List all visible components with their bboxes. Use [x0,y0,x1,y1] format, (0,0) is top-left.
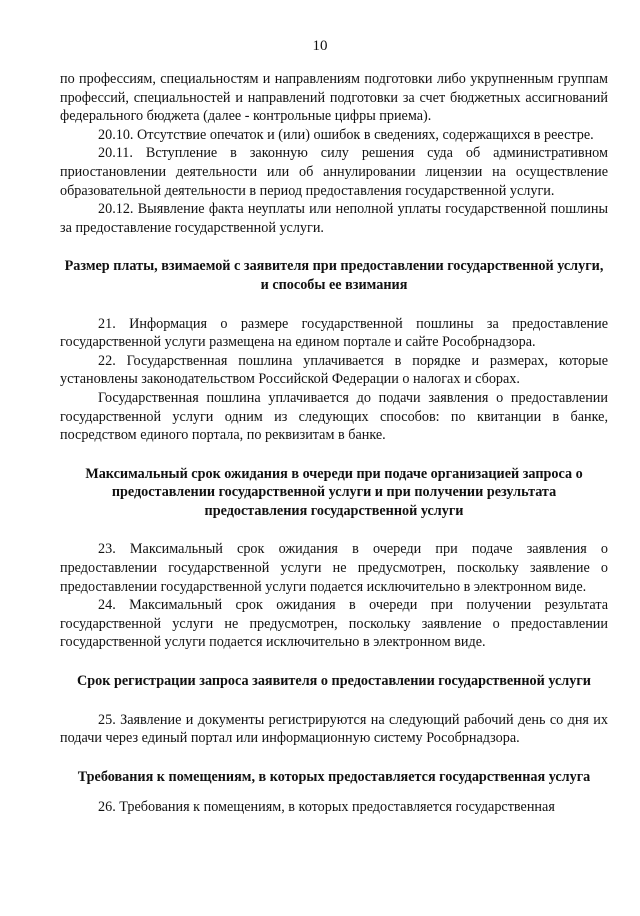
section-heading: Размер платы, взимаемой с заявителя при предоставлении государственной услуги, и способы ее взимания [64,258,604,293]
paragraph: 20.12. Выявление факта неуплаты или неполной уплаты государственной пошлины за предоставление государственной услуги. [60,201,608,236]
spacer [60,237,608,257]
paragraph: 22. Государственная пошлина уплачивается в порядке и размерах, которые установлены законодательством Российской Федерации о налогах и сборах. [60,352,608,388]
paragraph: 25. Заявление и документы регистрируются на следующий рабочий день со дня их подачи через единый портал или информационную систему Рособрнадзора. [60,711,608,747]
paragraph: 21. Информация о размере государственной пошлины за предоставление государственной услуги размещена на едином портале и сайте Рособрнадзора. [60,315,608,351]
spacer [60,748,608,768]
page-number: 10 [312,38,328,54]
section-heading: Срок регистрации запроса заявителя о предоставлении государственной услуги [77,673,591,690]
paragraph: 23. Максимальный срок ожидания в очереди при подаче заявления о предоставлении государственной услуги не предусмотрен, поскольку заявление о предоставлении государственной услуги подается исключительно в электронном виде. [60,541,608,595]
spacer [60,691,608,711]
document-body [60,70,608,817]
spacer [60,652,608,672]
paragraph: Государственная пошлина уплачивается до подачи заявления о предоставлении государственной услуги одним из следующих способов: по квитанции в банке, посредством единого портала, по реквизитам в банке. [60,389,608,444]
section-heading: Требования к помещениям, в которых предоставляется государственная услуга [77,768,591,785]
spacer [60,445,608,465]
paragraph: 26. Требования к помещениям, в которых предоставляется государственная [98,799,555,816]
paragraph: 20.10. Отсутствие опечаток и (или) ошибок в сведениях, содержащихся в реестре. [98,126,594,143]
paragraph: 24. Максимальный срок ожидания в очереди при получении результата государственной услуги не предусмотрен, поскольку заявление о предоставлении государственной услуги подается исключительно в электронном виде. [60,597,608,651]
section-heading: Максимальный срок ожидания в очереди при подаче организацией запроса о предоставлении государственной услуги и при получении результата предоставления государственной услуги [85,465,583,519]
paragraph: 20.11. Вступление в законную силу решения суда об административном приостановлении деятельности или об аннулировании лицензии на осуществление образовательной деятельности в период предоставления государственной услуги. [60,145,608,199]
spacer [60,520,608,540]
spacer [60,786,608,798]
paragraph: по профессиям, специальностям и направлениям подготовки либо укрупненным группам профессий, специальностей и направлений подготовки за счет бюджетных ассигнований федерального бюджета (далее - контрольные цифры приема). [60,71,608,125]
spacer [60,295,608,315]
